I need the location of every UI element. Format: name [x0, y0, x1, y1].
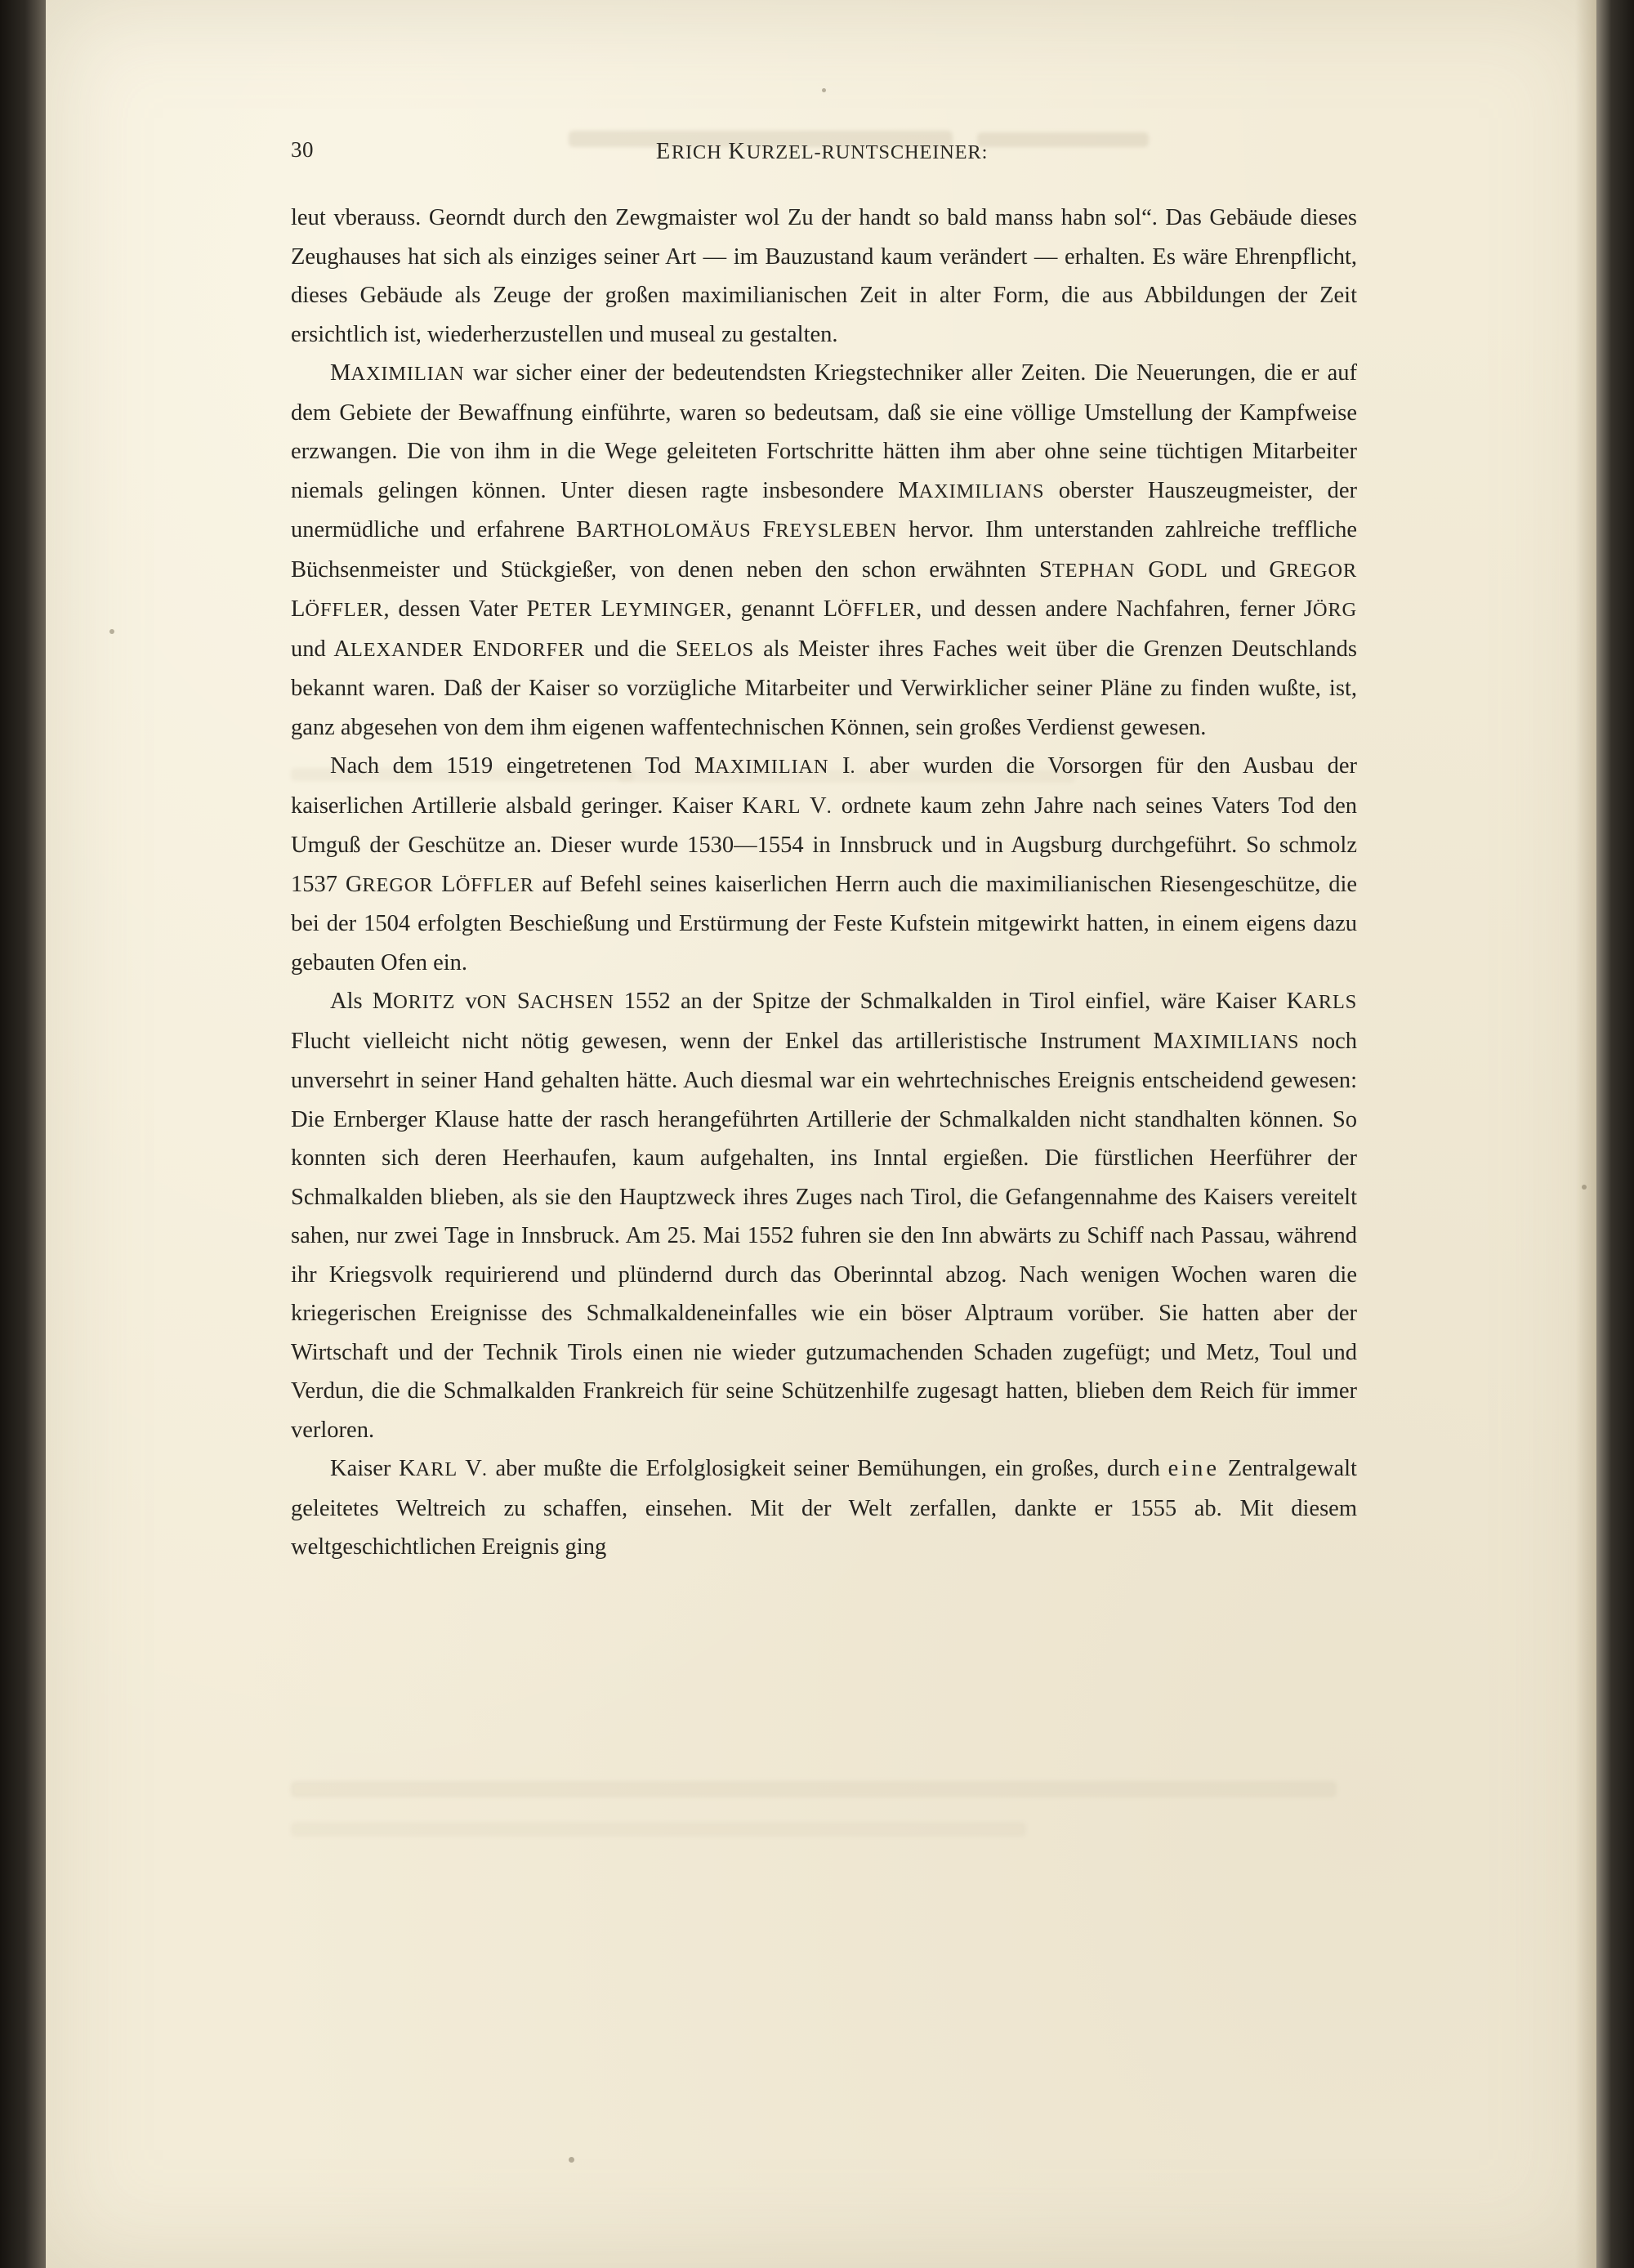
page-content [46, 0, 1596, 2268]
page-edge-shadow-right [1596, 0, 1634, 2268]
body-text [291, 199, 1357, 1567]
page-paper [46, 0, 1596, 2268]
page-header [291, 137, 1353, 170]
running-head-text: ERICH KURZEL-RUNTSCHEINER: [655, 139, 989, 164]
paragraph-4: Als MORITZ vON SACHSEN 1552 an der Spitze der Schmalkalden in Tirol einfiel, wäre Kaiser KARLS Flucht vielleicht nicht nötig gewesen, wenn der Enkel das artilleristische Instrument MAXIMILIANS noch unversehrt in seiner Hand gehalten hätte. Auch diesmal war ein wehrtechnisches Ereignis entscheidend gewesen: Die Ernberger Klause hatte der rasch herangeführten Artillerie der Schmalkalden nicht standhalten können. So konnten sich deren Heerhaufen, kaum aufgehalten, ins Inntal ergießen. Die fürstlichen Heerführer der Schmalkalden blieben, als sie den Hauptzweck ihres Zuges nach Tirol, die Gefangennahme des Kaisers vereitelt sahen, nur zwei Tage in Innsbruck. Am 25. Mai 1552 fuhren sie den Inn abwärts zu Schiff nach Passau, während ihr Kriegsvolk requirierend und plündernd durch das Oberinntal abzog. Nach wenigen Wochen waren die kriegerischen Ereignisse des Schmalkaldeneinfalles wie ein böser Alptraum vorüber. Sie hatten aber der Wirtschaft und der Technik Tirols einen nie wieder gutzumachenden Schaden zugefügt; und Metz, Toul und Verdun, die die Schmalkalden Frankreich für seine Schützenhilfe zugesagt hatten, blieben dem Reich für immer verloren. [291, 989, 1358, 1443]
running-head [291, 139, 1353, 165]
paragraph-2: MAXIMILIAN war sicher einer der bedeutendsten Kriegstechniker aller Zeiten. Die Neuerungen, die er auf dem Gebiete der Bewaffnung einführte, waren so bedeutsam, daß sie eine völlige Umstellung der Kampfweise erzwangen. Die von ihm in die Wege geleiteten Fortschritte hätten ihm aber ohne seine tüchtigen Mitarbeiter niemals gelingen können. Unter diesen ragte insbesondere MAXIMILIANS oberster Hauszeugmeister, der unermüdliche und erfahrene BARTHOLOMÄUS FREYSLEBEN hervor. Ihm unterstanden zahlreiche treffliche Büchsenmeister und Stückgießer, von denen neben den schon erwähnten STEPHAN GODL und GREGOR LÖFFLER, dessen Vater PETER LEYMINGER, genannt LÖFFLER, und dessen andere Nachfahren, ferner JÖRG und ALEXANDER ENDORFER und die SEELOS als Meister ihres Faches weit über die Grenzen Deutschlands bekannt waren. Daß der Kaiser so vorzügliche Mitarbeiter und Verwirklicher seiner Pläne zu finden wußte, ist, ganz abgesehen von dem ihm eigenen waffentechnischen Können, sein großes Verdienst gewesen. [291, 360, 1358, 740]
paragraph-5: Kaiser KARL V. aber mußte die Erfolglosigkeit seiner Bemühungen, ein großes, durch eine Zentralgewalt geleitetes Weltreich zu schaffen, einsehen. Mit der Welt zerfallen, dankte er 1555 ab. Mit diesem weltgeschichtlichen Ereignis ging [291, 1456, 1357, 1560]
paragraph-3: Nach dem 1519 eingetretenen Tod MAXIMILIAN I. aber wurden die Vorsorgen für den Ausbau der kaiserlichen Artillerie alsbald geringer. Kaiser KARL V. ordnete kaum zehn Jahre nach seines Vaters Tod den Umguß der Geschütze an. Dieser wurde 1530—1554 in Innsbruck und in Augsburg durchgeführt. So schmolz 1537 GREGOR LÖFFLER auf Befehl seines kaiserlichen Herrn auch die maximilianischen Riesengeschütze, die bei der 1504 erfolgten Beschießung und Erstürmung der Feste Kufstein mitgewirkt hatten, in einem eigens dazu gebauten Ofen ein. [291, 753, 1358, 976]
binding-gutter-left [0, 0, 46, 2268]
page-number: 30 [291, 137, 314, 162]
paragraph-1: leut vberauss. Georndt durch den Zewgmaister wol Zu der handt so bald manss habn sol“. Das Gebäude dieses Zeughauses hat sich als einziges seiner Art — im Bauzustand kaum verändert — erhalten. Es wäre Ehrenpflicht, dieses Gebäude als Zeuge der großen maximilianischen Zeit in alter Form, die aus Abbildungen der Zeit ersichtlich ist, wiederherzustellen und museal zu gestalten. [291, 205, 1357, 347]
